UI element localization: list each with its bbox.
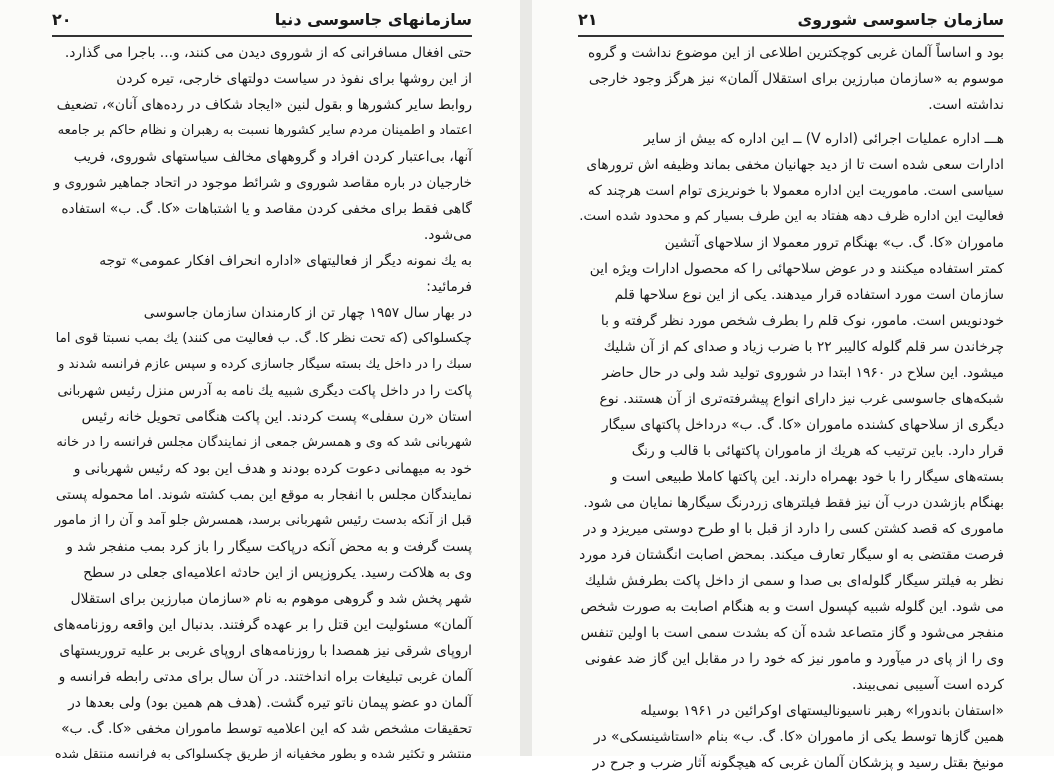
text-line: ادارات سعی شده است تا از دید جهانیان مخفی بماند وظیفه اش ترورهای (586, 157, 1004, 173)
text-line: از این روشها برای نفوذ در سیاست دولتهای خارجی، تیره کردن (116, 71, 472, 87)
right-page-number: ۲۱ (578, 10, 598, 29)
text-line: اعتماد و اطمینان مردم سایر کشورها نسبت به رهبران و نظام حاکم بر جامعه (57, 123, 472, 138)
text-line: شبکه‌های جاسوسی غرب نیز دارای انواع پیشرفته‌تری از آن هستند. نوع (599, 391, 1004, 407)
text-line: به یك نمونه دیگر از فعالیتهای «اداره انحراف افکار عمومی» توجه (99, 253, 472, 269)
text-line: همین گازها توسط یکی از ماموران «کا. گ. ب» بنام «استاشینسکی» در (593, 729, 1004, 745)
right-page-body (578, 40, 1004, 776)
text-line: بهنگام بازشدن درب آن نیز فقط فیلترهای زردرنگ سیگارها نمایان می شود. (583, 495, 1004, 511)
right-running-title: سازمان جاسوسی شوروی (797, 10, 1004, 29)
left-page (0, 0, 520, 762)
text-line: نداشته است. (928, 97, 1004, 113)
text-line: کمتر استفاده میکنند و در عوض سلاحهائی را که محصول ادارات ویژه این (589, 261, 1004, 277)
text-line: بسته‌های سیگار را با خود بهمراه دارند. این پاکتها کاملا طبیعی است و (610, 469, 1004, 485)
right-page-header (578, 10, 1004, 32)
text-line: منتشر و تکثیر شده و بطور مخفیانه از طریق چکسلواکی به فرانسه منتقل شده (54, 747, 472, 762)
left-page-header (52, 10, 472, 32)
text-line: در بهار سال ۱۹۵۷ چهار تن از کارمندان سازمان جاسوسی (143, 305, 472, 321)
left-running-title: سازمانهای جاسوسی دنیا (274, 10, 472, 29)
text-line: چرخاندن سر قلم گلوله کالیبر ۲۲ با ضرب زیاد و صدای کم از آن شلیك (603, 339, 1004, 355)
text-line: قبل از آنکه بدست رئیس شهربانی برسد، همسرش جلو آمد و آن را از مامور (54, 513, 472, 528)
text-line: ماموری که قصد کشتن کسی را دارد از قبل با او طرح دوستی میریزد و در (583, 521, 1004, 537)
text-line: موسوم به «سازمان مبارزین برای استقلال آلمان» نیز هرگز وجود خارجی (588, 71, 1004, 87)
text-line: می شود. این گلوله شبیه کپسول است و به هنگام اصابت به صورت شخص (580, 599, 1004, 615)
text-line: ماموران «کا. گ. ب» بهنگام ترور معمولا از سلاحهای آتشین (664, 235, 1004, 251)
left-header-rule (52, 35, 472, 37)
text-line: نمایندگان مجلس با انفجار به موقع این بمب کشته شوند. اما محموله پستی (55, 487, 472, 503)
text-line: پست گرفت و به محض آنکه درپاکت سیگار را باز کرد بمب منفجر شد و (66, 539, 472, 555)
text-line: آلمان» مسئولیت این قتل را بر عهده گرفتند. بدنبال این واقعه روزنامه‌های (53, 617, 472, 633)
right-header-rule (578, 35, 1004, 37)
right-page (532, 0, 1054, 771)
text-line: شهربانی شد که وی و همسرش جمعی از نمایندگان مجلس فرانسه را در خانه (56, 435, 472, 450)
text-line: نظر به فیلتر سیگار گلوله‌ای بی صدا و سمی از داخل پاکت بطرفش شلیك (584, 573, 1004, 589)
text-line: خودنویس است. مامور، نوک قلم را بطرف شخص مورد نظر گرفته و با (600, 313, 1004, 329)
text-line: پاکت را در داخل پاکت دیگری شبیه یك نامه به آدرس منزل رئیس شهربانی (57, 383, 472, 399)
text-line: مونیخ بقتل رسید و پزشکان آلمان غربی که هیچگونه آثار ضرب و جرح در (592, 755, 1004, 771)
text-line: سازمان است مورد استفاده قرار میدهند. یکی از این نوع سلاحها قلم (614, 287, 1004, 303)
text-line (578, 118, 1004, 126)
text-line: چکسلواکی (که تحت نظر کا. گ. ب فعالیت می کنند) یك بمب نسبتا قوی اما (55, 331, 472, 346)
text-line: سیاسی است. ماموریت این اداره معمولا با خونریزی توام است هرچند که (587, 183, 1004, 199)
book-gutter (520, 0, 532, 756)
text-line: «استفان باندورا» رهبر ناسیونالیستهای اوکرائین در ۱۹۶۱ بوسیله (640, 703, 1004, 719)
text-line: شهر پخش شد و گروهی موهوم به نام «سازمان مبارزین برای استقلال (70, 591, 472, 607)
left-page-number: ۲۰ (52, 10, 72, 29)
text-line: استان «رن سفلی» پست کردند. این پاکت هنگامی تحویل خانه رئیس (81, 409, 472, 425)
text-line: فرصت مقتضی به او سیگار تعارف میکند. بمحض اصابت انگشتان فرد مورد (579, 547, 1004, 563)
text-line: خود به میهمانی دعوت کرده بودند و هدف این بود که رئیس شهربانی و (73, 461, 472, 477)
text-line: دیگری از سلاحهای کشنده ماموران «کا. گ. ب» درداخل پاکتهای سیگار (601, 417, 1004, 433)
text-line: هـ‌ــ اداره عملیات اجرائی (اداره V) ــ این اداره که بیش از سایر (643, 131, 1004, 147)
text-line: بود و اساساً آلمان غربی کوچکترین اطلاعی از این موضوع نداشت و گروه (587, 45, 1004, 61)
text-line: خارجیان در باره مقاصد شوروی و شرائط موجود در اتحاد جماهیر شوروی و (53, 175, 472, 191)
text-line: فرمائید: (426, 279, 472, 295)
text-line: آلمان غربی تبلیغات براه انداختند. در آن سال برای مدتی رابطه فرانسه و (58, 669, 472, 685)
text-line: فعالیت این اداره ظرف دهه هفتاد به این طرف بسیار کم و محدود شده است. (579, 209, 1004, 224)
text-line: روابط سایر کشورها و بقول لنین «ایجاد شکاف در رده‌های آنان»، تضعیف (56, 97, 472, 113)
left-page-body (52, 40, 472, 768)
text-line: وی را از پای در میآورد و مامور نیز که خود را در مقابل این گاز ضد عفونی (584, 651, 1004, 667)
text-line: میشود. این سلاح در ۱۹۶۰ ابتدا در شوروی تولید شد ولی در حال حاضر (602, 365, 1004, 381)
text-line: کرده است آسیبی نمی‌بیند. (852, 677, 1004, 693)
text-line: آلمان دو عضو پیمان ناتو تیره گشت. (هدف هم همین بود) ولی بعدها در (68, 695, 472, 711)
text-line: آنها، بی‌اعتبار کردن افراد و گروههای مخالف سیاستهای شوروی، فریب (73, 149, 472, 165)
text-line: منفجر می‌شود و گاز متصاعد شده آن که بشدت سمی است با اولین تنفس (580, 625, 1004, 641)
text-line: تحقیقات مشخص شد که این اعلامیه توسط ماموران مخفی «کا. گ. ب» (61, 721, 472, 737)
text-line: گاهی فقط برای مخفی کردن مقاصد و یا اشتباهات «کا. گ. ب» استفاده (61, 201, 472, 217)
text-line: سبك را در داخل یك بسته سیگار جاسازی کرده و سپس عازم فرانسه شدند و (58, 357, 472, 372)
text-line: قرار دارد. باین ترتیب که هریك از ماموران پاکتهائی با قالب و رنگ (631, 443, 1004, 459)
text-line: اروپای شرقی نیز همصدا با روزنامه‌های اروپای غربی بر علیه تروریستهای (59, 643, 472, 659)
text-line: حتی افغال مسافرانی که از شوروی دیدن می کنند، و... باجرا می گذارد. (64, 45, 472, 61)
text-line: وی به هلاکت رسید. یکروزپس از این حادثه اعلامیه‌ای جعلی در سطح (83, 565, 472, 581)
text-line: می‌شود. (423, 227, 472, 243)
